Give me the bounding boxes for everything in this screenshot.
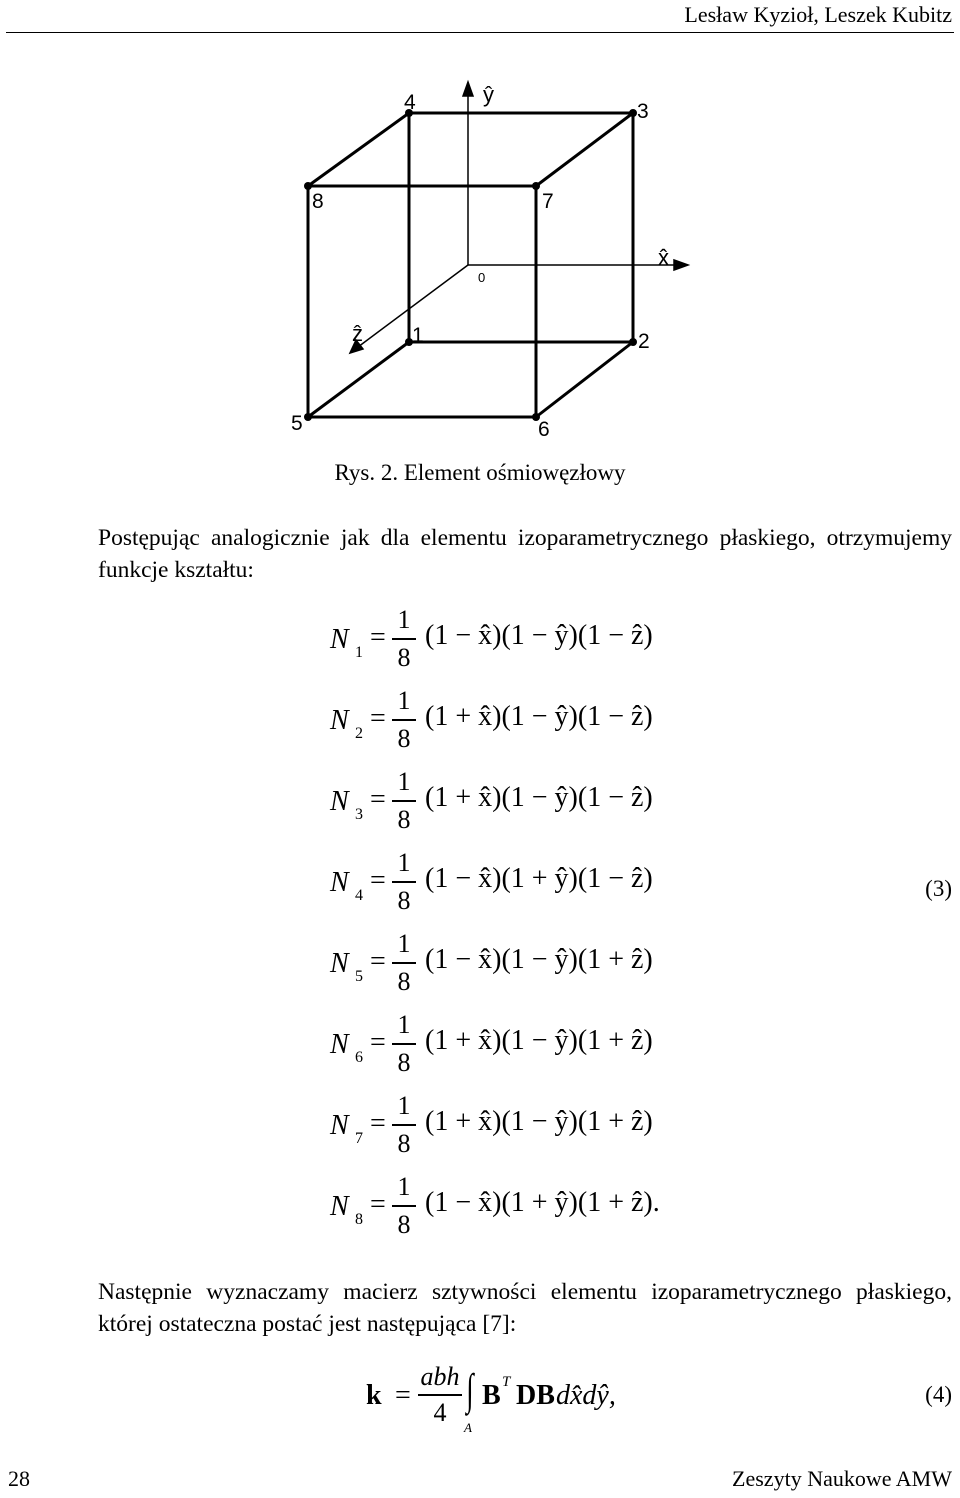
shape-function-expression: (1 + x̂)(1 − ŷ)(1 + ẑ) [425,1025,653,1056]
fraction-numerator: 1 [397,929,411,958]
integral-sign: ∫ [466,1365,474,1414]
cube-figure [0,60,960,460]
shape-function-index: 6 [355,1049,363,1066]
fraction-denominator: 8 [397,966,411,996]
node-label-3: 3 [637,100,649,123]
shape-function-index: 7 [355,1130,363,1147]
equals-sign: = [370,784,386,815]
header-rule [6,32,954,33]
node-label-1: 1 [412,324,424,347]
shape-function-index: 1 [355,644,363,661]
node-2-dot [629,338,637,346]
equals-sign: = [370,1189,386,1220]
fraction [392,928,416,998]
stiffness-fraction [418,1362,462,1428]
fraction [392,1090,416,1160]
back-face [409,113,633,342]
stiffness-fraction-bar [418,1394,462,1396]
y-axis-arrow [463,82,473,96]
edge-6-2 [536,342,633,417]
node-label-7: 7 [542,190,554,213]
fraction-numerator: 1 [397,686,411,715]
shape-function-row [330,847,660,927]
shape-function-index: 4 [355,887,363,904]
fraction-numerator: 1 [397,1091,411,1120]
equals-sign: = [370,622,386,653]
shape-function-expression: (1 − x̂)(1 − ŷ)(1 + ẑ) [425,944,653,975]
shape-function-row [330,1090,660,1170]
edge-7-3 [536,113,633,186]
fraction [392,847,416,917]
equals-sign: = [370,946,386,977]
journal-name: Zeszyty Naukowe AMW [732,1466,952,1491]
fraction-bar [392,1043,416,1045]
shape-function-row [330,766,660,846]
origin-label: 0 [478,270,486,285]
fraction-bar [392,1205,416,1207]
fraction-bar [392,1124,416,1126]
shape-function-expression: (1 + x̂)(1 − ŷ)(1 − ẑ) [425,782,653,813]
fraction-denominator: 8 [397,804,411,834]
equals-sign: = [370,1108,386,1139]
integral-domain: A [464,1420,472,1435]
shape-function-index: 2 [355,725,363,742]
fraction [392,1171,416,1241]
matrices-DB: DB [516,1380,555,1411]
fraction-numerator: 1 [397,605,411,634]
stiffness-denominator: 4 [433,1397,447,1427]
node-label-2: 2 [638,330,650,353]
fraction [392,1009,416,1079]
figure-caption: Rys. 2. Element ośmiowęzłowy [334,460,626,485]
fraction-denominator: 8 [397,642,411,672]
fraction-denominator: 8 [397,723,411,753]
fraction [392,604,416,674]
node-8-dot [304,182,312,190]
equals-sign: = [370,865,386,896]
integration-measure: dx̂dŷ, [556,1380,616,1411]
equation-number-4: (4) [925,1382,952,1407]
x-axis-arrow [674,260,688,270]
shape-function-expression: (1 − x̂)(1 − ŷ)(1 − ẑ) [425,620,653,651]
fraction-bar [392,800,416,802]
fraction [392,766,416,836]
shape-function-index: 8 [355,1211,363,1228]
y-axis-label: ŷ [483,82,494,107]
shape-function-index: 5 [355,968,363,985]
shape-function-expression: (1 + x̂)(1 − ŷ)(1 − ẑ) [425,701,653,732]
edge-5-1 [308,342,409,417]
shape-function-row [330,928,660,1008]
stiffness-formula [360,1362,660,1442]
running-header: Lesław Kyzioł, Leszek Kubitz [684,2,952,27]
shape-function-symbol: N [330,1029,349,1060]
shape-function-row [330,604,660,684]
fraction-denominator: 8 [397,1209,411,1239]
node-3-dot [629,109,637,117]
shape-function-row [330,1009,660,1089]
shape-function-index: 3 [355,806,363,823]
shape-function-symbol: N [330,948,349,979]
shape-function-expression: (1 − x̂)(1 + ŷ)(1 − ẑ) [425,863,653,894]
fraction-bar [392,962,416,964]
shape-function-expression: (1 − x̂)(1 + ŷ)(1 + ẑ). [425,1187,660,1218]
shape-function-row [330,685,660,765]
stiffness-k: k [366,1380,382,1411]
stiffness-eq: = [395,1380,411,1411]
fraction-numerator: 1 [397,767,411,796]
fraction-bar [392,719,416,721]
paragraph-2-text: Następnie wyznaczamy macierz sztywności elementu izoparametrycznego płaskiego, której ostateczna postać jest następująca [7]: [98,1279,952,1337]
fraction-bar [392,881,416,883]
shape-function-expression: (1 + x̂)(1 − ŷ)(1 + ẑ) [425,1106,653,1137]
shape-function-symbol: N [330,786,349,817]
fraction-numerator: 1 [397,1172,411,1201]
transpose-mark: T [502,1374,511,1390]
node-7-dot [532,182,540,190]
z-axis-label: ẑ [352,321,363,346]
shape-function-symbol: N [330,1191,349,1222]
page-number: 28 [8,1466,30,1491]
fraction-numerator: 1 [397,1010,411,1039]
node-label-5: 5 [291,412,303,435]
fraction-denominator: 8 [397,1047,411,1077]
equals-sign: = [370,1027,386,1058]
fraction-numerator: 1 [397,848,411,877]
node-label-6: 6 [538,418,550,441]
paragraph-1 [8,522,952,586]
edge-8-4 [308,113,409,186]
node-5-dot [304,413,312,421]
shape-function-symbol: N [330,1110,349,1141]
node-label-4: 4 [404,91,416,114]
paragraph-2 [8,1276,952,1340]
shape-function-row [330,1171,660,1251]
shape-function-symbol: N [330,624,349,655]
node-label-8: 8 [312,190,324,213]
matrix-B: B [482,1380,501,1411]
fraction-denominator: 8 [397,1128,411,1158]
paragraph-1-text: Postępując analogicznie jak dla elementu izoparametrycznego płaskiego, otrzymujemy funkcje kształtu: [98,525,952,583]
x-axis-label: x̂ [658,245,669,270]
shape-function-symbol: N [330,867,349,898]
fraction-denominator: 8 [397,885,411,915]
equation-number-3: (3) [925,876,952,901]
fraction-bar [392,638,416,640]
stiffness-numerator: abh [420,1362,460,1391]
equals-sign: = [370,703,386,734]
fraction [392,685,416,755]
shape-function-symbol: N [330,705,349,736]
front-face [308,186,536,417]
